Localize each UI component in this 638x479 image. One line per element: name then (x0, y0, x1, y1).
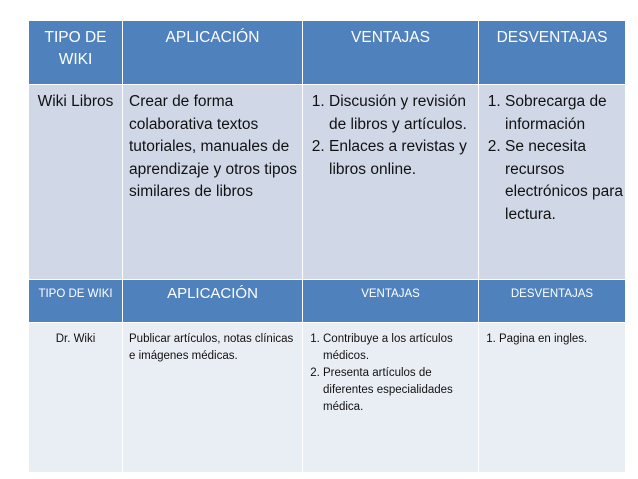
header-tipo: TIPO DE WIKI (29, 21, 123, 85)
list-item: 1. Pagina en ingles. (499, 331, 625, 348)
cell-ventajas (303, 323, 479, 473)
header-row-2 (29, 280, 626, 323)
header-tipo: TIPO DE WIKI (29, 280, 123, 323)
wiki-comparison-table (28, 20, 626, 473)
cell-ventajas (303, 85, 479, 280)
cell-desventajas (479, 323, 626, 473)
table-row-wikilibros (29, 85, 626, 280)
table-row-drwiki (29, 323, 626, 473)
cell-tipo: Wiki Libros (29, 85, 123, 280)
header-desventajas: DESVENTAJAS (479, 21, 626, 85)
list-item: 1. Contribuye a los artículos médicos. (323, 331, 478, 365)
list-item: 2. Presenta artículos de diferentes especialidades médica. (323, 365, 478, 416)
header-aplicacion: APLICACIÓN (123, 280, 303, 323)
cell-aplicacion: Publicar artículos, notas clínicas e imágenes médicas. (123, 323, 303, 473)
cell-desventajas (479, 85, 626, 280)
header-ventajas: VENTAJAS (303, 21, 479, 85)
header-aplicacion: APLICACIÓN (123, 21, 303, 85)
header-row-1 (29, 21, 626, 85)
cell-aplicacion: Crear de forma colaborativa textos tutoriales, manuales de aprendizaje y otros tipos similares de libros (123, 85, 303, 280)
desventajas-list (479, 331, 625, 348)
desventajas-list (479, 91, 625, 226)
header-desventajas: DESVENTAJAS (479, 280, 626, 323)
cell-tipo: Dr. Wiki (29, 323, 123, 473)
list-item: 1. Sobrecarga de información (505, 91, 625, 136)
header-ventajas: VENTAJAS (303, 280, 479, 323)
list-item: 2. Enlaces a revistas y libros online. (329, 136, 478, 181)
ventajas-list (303, 91, 478, 181)
list-item: 2. Se necesita recursos electrónicos para lectura. (505, 136, 625, 226)
ventajas-list (303, 331, 478, 416)
list-item: 1. Discusión y revisión de libros y artículos. (329, 91, 478, 136)
